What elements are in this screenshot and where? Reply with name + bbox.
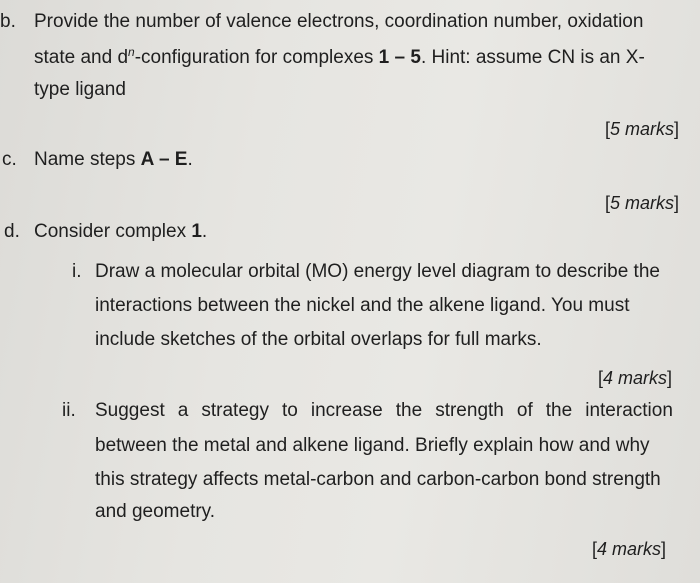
marks-number: 5	[609, 193, 620, 213]
part-b-label: b.	[0, 11, 16, 32]
marks-close-bracket: ]	[660, 539, 666, 559]
part-b-line2-post: . Hint: assume CN is an X-	[420, 47, 645, 68]
word: Suggest	[95, 400, 165, 421]
marks-number: 4	[596, 539, 607, 559]
word: a	[177, 400, 189, 421]
part-d-ii-line4: and geometry.	[95, 501, 216, 522]
part-c-marks	[605, 194, 679, 212]
marks-open-bracket: [	[604, 193, 610, 213]
marks-open-bracket: [	[604, 119, 610, 139]
part-d-ii-line1	[95, 401, 673, 420]
part-c-label: c.	[2, 149, 17, 170]
part-b-line2-mid: -configuration for complexes	[134, 47, 379, 68]
word: increase	[310, 400, 383, 421]
word: interaction	[585, 400, 673, 421]
part-b-line3: type ligand	[34, 79, 126, 100]
part-d-ii-line3: this strategy affects metal-carbon and carbon-carbon bond strength	[95, 469, 661, 490]
marks-number: 5	[609, 119, 620, 139]
marks-open-bracket: [	[597, 368, 603, 388]
part-b-line2	[34, 46, 645, 67]
marks-word: marks	[617, 368, 667, 388]
word: to	[282, 400, 298, 421]
part-b-line2-sup: n	[128, 45, 135, 59]
word: the	[545, 400, 573, 421]
part-b-line2-pre: state and d	[34, 47, 129, 68]
word: strategy	[201, 400, 269, 421]
part-d-i-line3: include sketches of the orbital overlaps for full marks.	[95, 329, 542, 350]
marks-word: marks	[611, 539, 661, 559]
part-d-ii-line2: between the metal and alkene ligand. Briefly explain how and why	[95, 435, 650, 456]
marks-open-bracket: [	[591, 539, 597, 559]
part-c-text-post: .	[187, 149, 193, 170]
word: the	[395, 400, 423, 421]
word: strength	[435, 400, 504, 421]
part-c-text-pre: Name steps	[34, 149, 141, 170]
part-b-complex-range: 1 – 5	[378, 47, 421, 68]
part-b-marks	[605, 120, 679, 138]
marks-word: marks	[624, 119, 674, 139]
part-d-ii-label: ii.	[62, 400, 76, 421]
part-d-complex: 1	[191, 221, 202, 242]
marks-word: marks	[624, 193, 674, 213]
part-d-label: d.	[4, 221, 20, 242]
word: of	[516, 400, 533, 421]
part-d-i-line2: interactions between the nickel and the alkene ligand. You must	[95, 295, 630, 316]
part-d-i-line1: Draw a molecular orbital (MO) energy level diagram to describe the	[95, 261, 660, 282]
part-d-i-label: i.	[72, 261, 82, 282]
part-c-text	[34, 150, 193, 169]
part-d-text-pre: Consider complex	[34, 221, 192, 242]
part-d-i-marks	[598, 369, 672, 387]
marks-close-bracket: ]	[673, 119, 679, 139]
marks-number: 4	[602, 368, 613, 388]
part-b-line1: Provide the number of valence electrons, coordination number, oxidation	[34, 11, 644, 32]
part-d-text	[34, 222, 207, 241]
part-c-steps: A – E	[140, 149, 188, 170]
marks-close-bracket: ]	[673, 193, 679, 213]
part-d-text-post: .	[201, 221, 208, 242]
part-d-ii-marks	[592, 540, 666, 558]
marks-close-bracket: ]	[666, 368, 672, 388]
